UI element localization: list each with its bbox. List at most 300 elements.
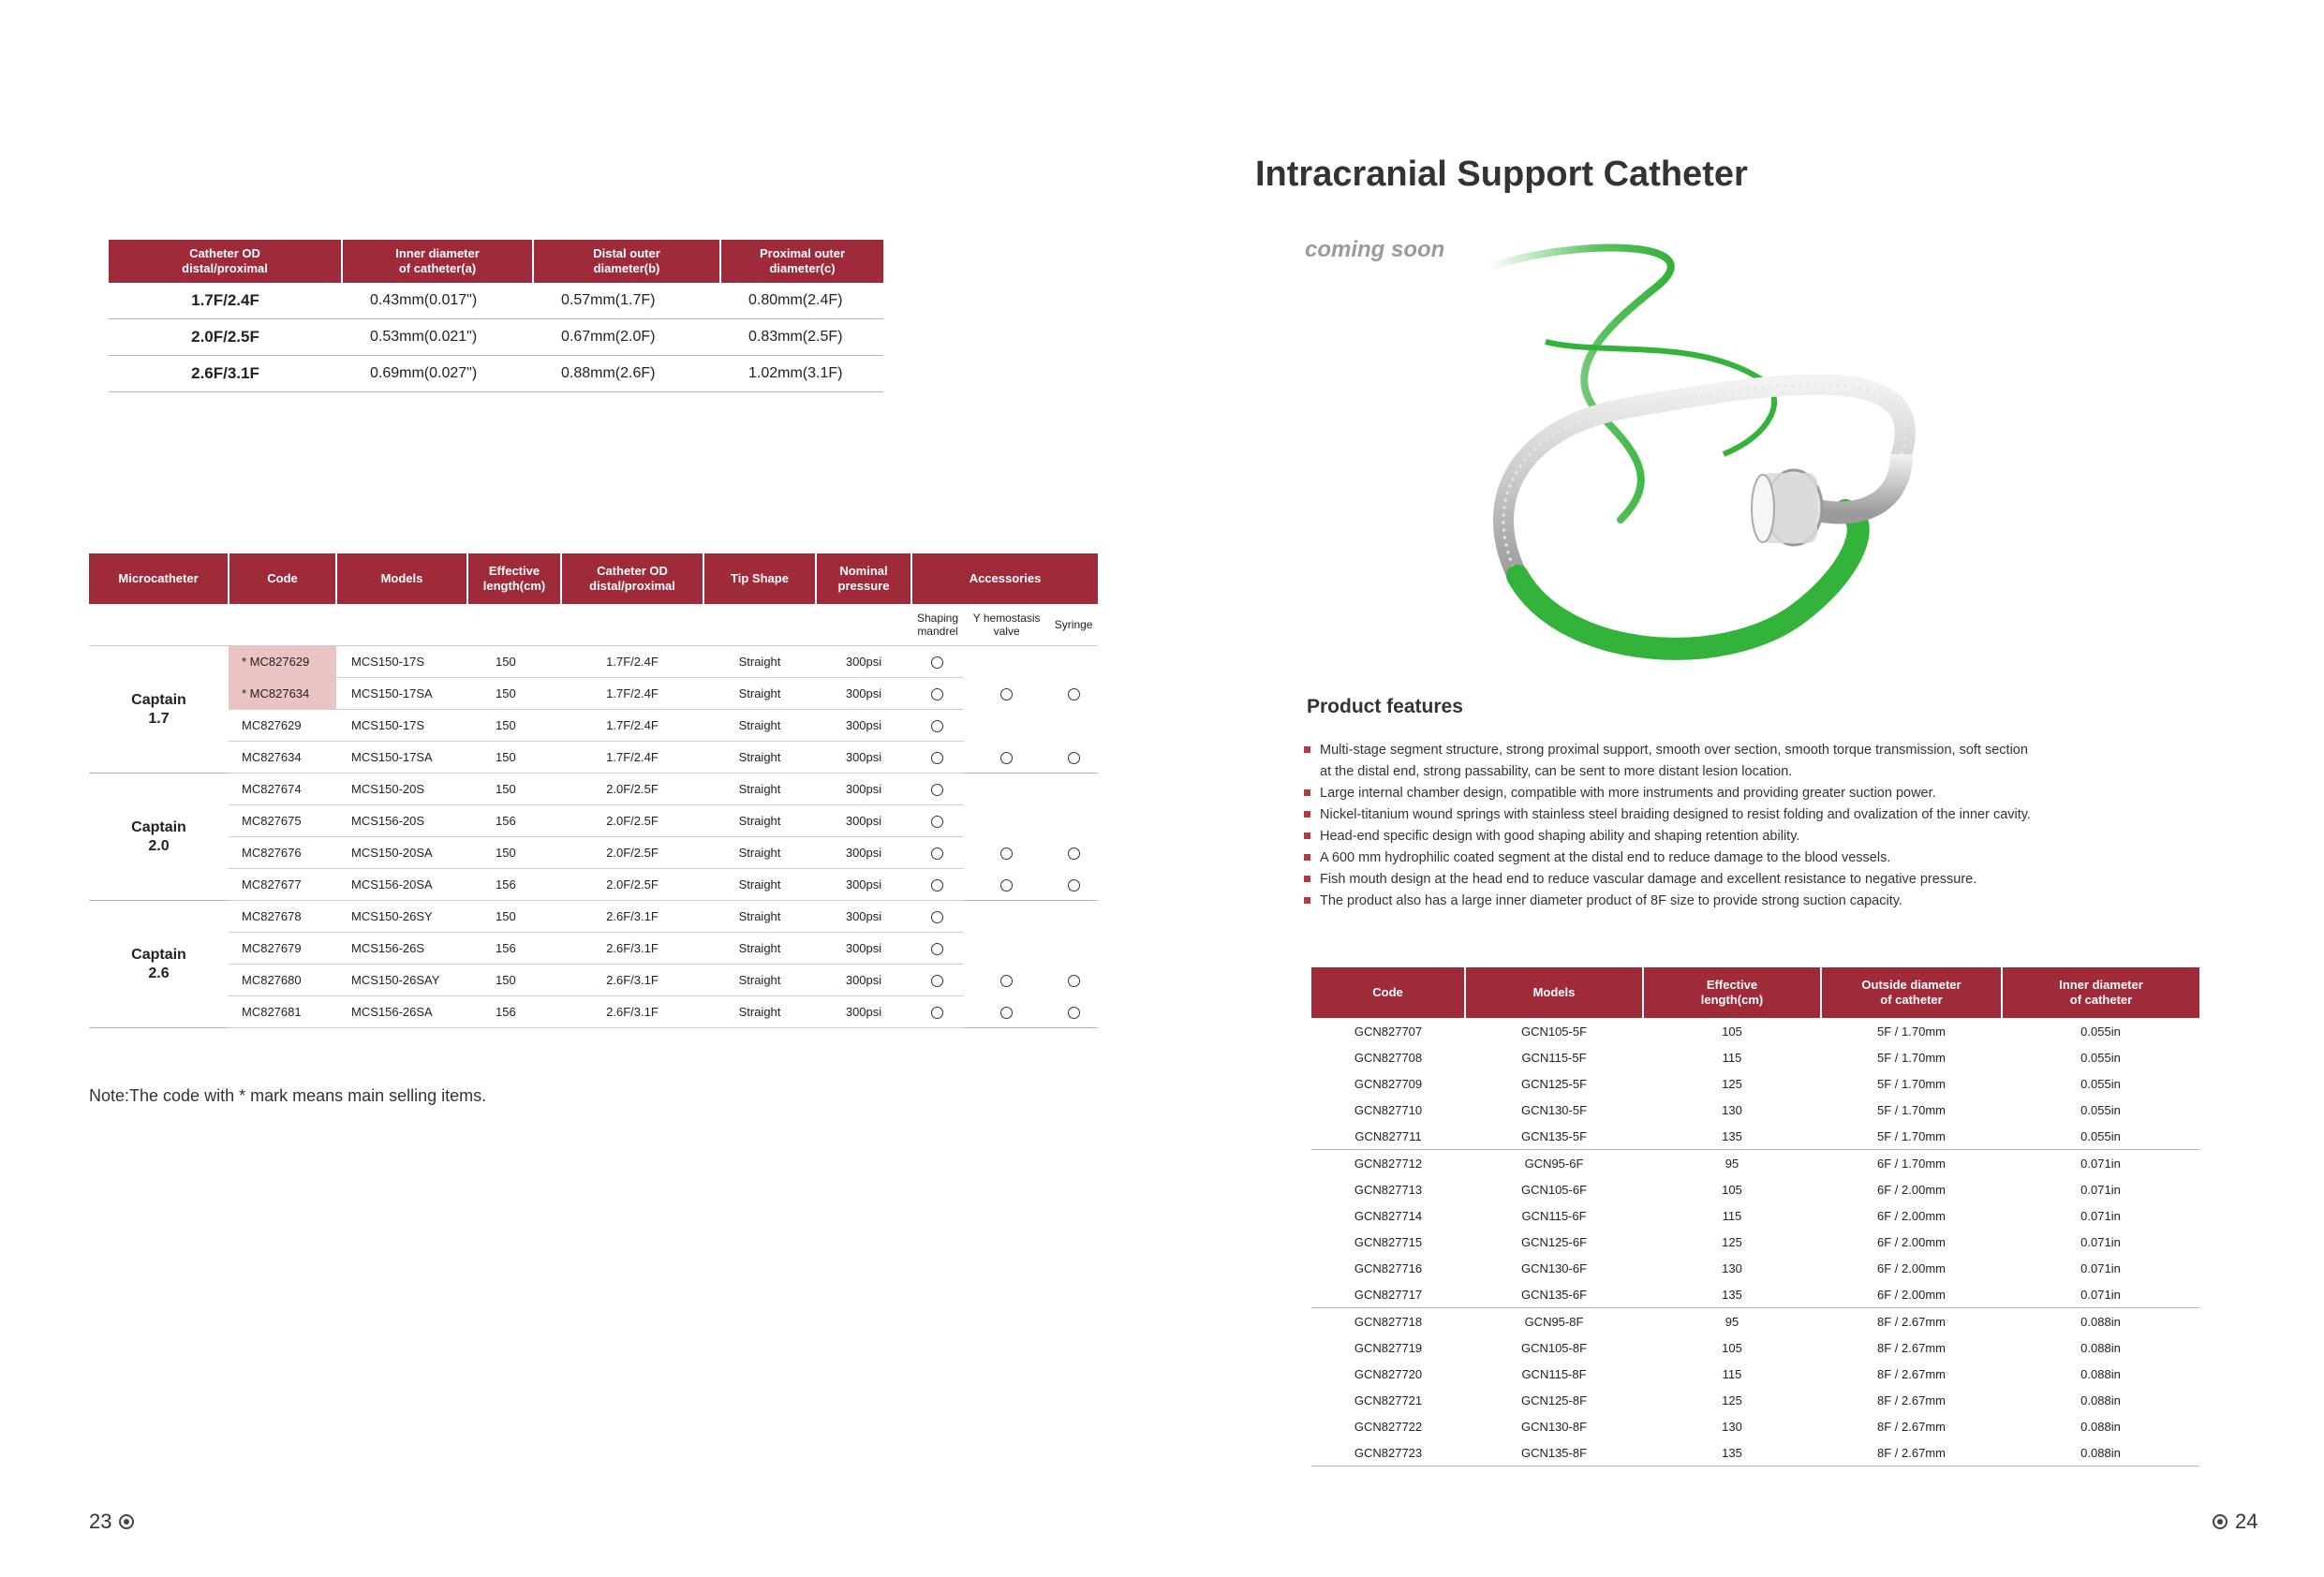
table-cell: 130 bbox=[1722, 1102, 1742, 1117]
pressure-cell: 300psi bbox=[816, 996, 911, 1028]
table-cell: GCN827715 bbox=[1354, 1234, 1423, 1249]
pressure-cell: 300psi bbox=[816, 646, 911, 678]
support-catheter-table bbox=[1311, 967, 2199, 1466]
table-cell: GCN827720 bbox=[1354, 1366, 1423, 1381]
table-header-row bbox=[109, 240, 883, 283]
table-cell: 105 bbox=[1722, 1024, 1742, 1039]
length-cell: 150 bbox=[467, 901, 561, 933]
model-cell: MCS156-20SA bbox=[336, 869, 467, 901]
table-row bbox=[1311, 1334, 2199, 1361]
table-cell: GCN115-5F bbox=[1521, 1050, 1587, 1065]
included-circle-icon bbox=[1000, 688, 1013, 700]
empty-cell bbox=[467, 604, 561, 646]
table-row bbox=[1311, 1097, 2199, 1123]
empty-cell bbox=[336, 604, 467, 646]
included-circle-icon bbox=[1068, 752, 1080, 764]
table-cell: GCN125-8F bbox=[1520, 1393, 1588, 1408]
table-cell: GCN827723 bbox=[1311, 1439, 1465, 1466]
column-header: Inner diameter of catheter bbox=[2059, 978, 2143, 1007]
included-circle-icon bbox=[1000, 752, 1013, 764]
length-cell: 150 bbox=[467, 837, 561, 869]
table-row bbox=[1311, 1176, 2199, 1202]
features-heading: Product features bbox=[1307, 696, 1463, 717]
table-cell: 2.6F/3.1F bbox=[109, 356, 342, 392]
table-cell: 95 bbox=[1724, 1156, 1739, 1171]
table-cell: GCN130-6F bbox=[1520, 1260, 1588, 1275]
target-icon bbox=[119, 1514, 134, 1529]
table-cell: GCN827709 bbox=[1354, 1076, 1423, 1091]
table-row bbox=[1311, 1413, 2199, 1439]
table-cell: 115 bbox=[1722, 1050, 1742, 1065]
table-cell: 8F / 2.67mm bbox=[1877, 1393, 1946, 1408]
code-cell: MC827678 bbox=[229, 901, 336, 933]
table-cell: GCN827719 bbox=[1354, 1340, 1423, 1355]
bullet-icon bbox=[1304, 789, 1310, 796]
table-cell: 8F / 2.67mm bbox=[1877, 1314, 1946, 1329]
pressure-cell: 300psi bbox=[816, 710, 911, 742]
column-header: Distal outer diameter(b) bbox=[533, 240, 720, 283]
pressure-cell: 300psi bbox=[816, 965, 911, 996]
length-cell: 150 bbox=[467, 646, 561, 678]
table-cell: GCN827710 bbox=[1354, 1102, 1423, 1117]
table-cell: GCN95-6F bbox=[1524, 1156, 1584, 1171]
accessory-cell bbox=[911, 805, 964, 837]
empty-cell bbox=[561, 604, 703, 646]
column-header: Code bbox=[1311, 967, 1465, 1018]
code-cell: MC827675 bbox=[229, 805, 336, 837]
feature-item bbox=[1304, 804, 2147, 826]
column-header: Catheter OD distal/proximal bbox=[109, 240, 342, 283]
accessory-cell bbox=[911, 901, 964, 933]
table-cell: 135 bbox=[1643, 1439, 1821, 1466]
od-cell: 2.0F/2.5F bbox=[561, 805, 703, 837]
accessory-cell bbox=[1049, 901, 1098, 933]
bullet-icon bbox=[1304, 833, 1310, 839]
column-header: Code bbox=[229, 553, 336, 604]
table-header-row bbox=[89, 553, 1098, 604]
table-cell: 1.7F/2.4F bbox=[109, 283, 342, 319]
accessory-cell bbox=[1049, 678, 1098, 710]
accessory-cell bbox=[911, 965, 964, 996]
pressure-cell: 300psi bbox=[816, 742, 911, 774]
table-cell: 0.055in bbox=[2002, 1123, 2199, 1150]
table-cell: 0.69mm(0.027") bbox=[342, 356, 533, 392]
accessory-cell bbox=[1049, 742, 1098, 774]
od-cell: 1.7F/2.4F bbox=[561, 678, 703, 710]
table-cell: GCN135-5F bbox=[1465, 1123, 1643, 1150]
table-cell: 6F / 2.00mm bbox=[1821, 1281, 2002, 1308]
table-cell: GCN827718 bbox=[1354, 1314, 1423, 1329]
included-circle-icon bbox=[1068, 975, 1080, 987]
model-cell: MCS150-20S bbox=[336, 774, 467, 805]
table-row bbox=[1311, 1281, 2199, 1308]
included-circle-icon bbox=[931, 816, 943, 828]
table-cell: 115 bbox=[1722, 1366, 1742, 1381]
table-cell: GCN827713 bbox=[1354, 1182, 1423, 1197]
included-circle-icon bbox=[931, 720, 943, 732]
table-cell: 8F / 2.67mm bbox=[1877, 1366, 1946, 1381]
table-cell: 0.071in bbox=[2002, 1281, 2199, 1308]
column-header: Accessories bbox=[969, 571, 1042, 585]
table-cell: 6F / 1.70mm bbox=[1877, 1156, 1946, 1171]
included-circle-icon bbox=[931, 911, 943, 923]
accessory-cell bbox=[964, 678, 1049, 710]
table-row bbox=[1311, 1387, 2199, 1413]
column-header: Tip Shape bbox=[703, 553, 816, 604]
column-header: Effective length(cm) bbox=[1643, 967, 1821, 1018]
empty-cell bbox=[89, 604, 229, 646]
accessory-cell bbox=[911, 996, 964, 1028]
table-cell: 1.02mm(3.1F) bbox=[720, 356, 883, 392]
od-cell: 2.6F/3.1F bbox=[561, 901, 703, 933]
coming-soon-label: coming soon bbox=[1305, 237, 1445, 262]
code-cell: MC827681 bbox=[229, 996, 336, 1028]
table-cell: GCN827711 bbox=[1311, 1123, 1465, 1150]
accessory-subheader-row bbox=[89, 604, 1098, 646]
table-row bbox=[1311, 1018, 2199, 1044]
included-circle-icon bbox=[931, 879, 943, 892]
tip-cell: Straight bbox=[703, 646, 816, 678]
tip-cell: Straight bbox=[703, 774, 816, 805]
bullet-icon bbox=[1304, 897, 1310, 904]
table-row bbox=[89, 742, 1098, 774]
accessory-cell bbox=[911, 742, 964, 774]
model-cell: MCS150-17SA bbox=[336, 742, 467, 774]
table-cell: 0.83mm(2.5F) bbox=[720, 319, 883, 356]
included-circle-icon bbox=[931, 784, 943, 796]
tip-cell: Straight bbox=[703, 742, 816, 774]
code-cell: * MC827634 bbox=[229, 678, 336, 710]
table-row bbox=[1311, 1308, 2199, 1335]
accessory-cell bbox=[964, 965, 1049, 996]
tip-cell: Straight bbox=[703, 901, 816, 933]
table-cell: 0.071in bbox=[2080, 1156, 2121, 1171]
table-cell: 125 bbox=[1722, 1076, 1742, 1091]
model-cell: MCS150-17S bbox=[336, 646, 467, 678]
pressure-cell: 300psi bbox=[816, 869, 911, 901]
bullet-icon bbox=[1304, 811, 1310, 818]
features-list bbox=[1304, 740, 2147, 912]
table-cell: GCN827712 bbox=[1354, 1156, 1423, 1171]
tip-cell: Straight bbox=[703, 837, 816, 869]
feature-text: Multi-stage segment structure, strong proximal support, smooth over section, smooth torque transmission, soft section at the distal end, strong passability, can be sent to more distant lesion location. bbox=[1320, 743, 2028, 779]
accessory-cell bbox=[1049, 805, 1098, 837]
included-circle-icon bbox=[931, 656, 943, 669]
feature-item bbox=[1304, 826, 2147, 847]
column-header: Microcatheter bbox=[89, 553, 229, 604]
accessory-subheader: Shaping mandrel bbox=[911, 604, 964, 646]
model-cell: MCS150-17SA bbox=[336, 678, 467, 710]
table-cell: 6F / 2.00mm bbox=[1877, 1208, 1946, 1223]
model-cell: MCS156-26SA bbox=[336, 996, 467, 1028]
table-row bbox=[1311, 1361, 2199, 1387]
table-cell: 2.0F/2.5F bbox=[109, 319, 342, 356]
table-row bbox=[89, 965, 1098, 996]
table-row bbox=[89, 996, 1098, 1028]
table-cell: GCN135-6F bbox=[1465, 1281, 1643, 1308]
page-title: Intracranial Support Catheter bbox=[1255, 155, 1748, 194]
included-circle-icon bbox=[1068, 847, 1080, 860]
table-row bbox=[109, 319, 883, 356]
table-cell: 0.071in bbox=[2080, 1260, 2121, 1275]
accessory-cell bbox=[911, 710, 964, 742]
accessory-cell bbox=[911, 837, 964, 869]
accessory-cell bbox=[964, 933, 1049, 965]
table-row bbox=[89, 774, 1098, 805]
model-cell: MCS150-26SY bbox=[336, 901, 467, 933]
code-cell: * MC827629 bbox=[229, 646, 336, 678]
accessory-cell bbox=[1049, 710, 1098, 742]
table-row bbox=[89, 837, 1098, 869]
table-cell: 0.088in bbox=[2080, 1314, 2121, 1329]
length-cell: 150 bbox=[467, 678, 561, 710]
table-cell: GCN105-8F bbox=[1520, 1340, 1588, 1355]
table-cell: 0.055in bbox=[2080, 1050, 2121, 1065]
table-cell: 125 bbox=[1722, 1393, 1742, 1408]
product-group-label: Captain 2.6 bbox=[89, 901, 229, 1028]
page-number-left bbox=[89, 1510, 134, 1534]
table-cell: GCN827714 bbox=[1354, 1208, 1423, 1223]
table-row bbox=[89, 805, 1098, 837]
table-cell: 105 bbox=[1722, 1182, 1742, 1197]
accessory-cell bbox=[1049, 837, 1098, 869]
microcatheter-table bbox=[89, 553, 1098, 1028]
accessory-cell bbox=[1049, 996, 1098, 1028]
accessory-cell bbox=[911, 869, 964, 901]
table-cell: 95 bbox=[1724, 1314, 1739, 1329]
length-cell: 150 bbox=[467, 710, 561, 742]
table-row bbox=[89, 710, 1098, 742]
column-header: Proximal outer diameter(c) bbox=[759, 246, 846, 275]
table-cell: GCN130-5F bbox=[1520, 1102, 1588, 1117]
table-cell: GCN95-8F bbox=[1524, 1314, 1584, 1329]
target-icon bbox=[2213, 1514, 2228, 1529]
table-cell: 0.53mm(0.021") bbox=[342, 319, 533, 356]
od-cell: 2.0F/2.5F bbox=[561, 837, 703, 869]
od-cell: 1.7F/2.4F bbox=[561, 710, 703, 742]
table-row bbox=[1311, 1123, 2199, 1150]
included-circle-icon bbox=[1068, 879, 1080, 892]
feature-text: Fish mouth design at the head end to reduce vascular damage and excellent resistance to negative pressure. bbox=[1320, 872, 1977, 887]
included-circle-icon bbox=[931, 688, 943, 700]
length-cell: 156 bbox=[467, 869, 561, 901]
accessory-cell bbox=[911, 933, 964, 965]
table-cell: 6F / 2.00mm bbox=[1877, 1182, 1946, 1197]
pressure-cell: 300psi bbox=[816, 933, 911, 965]
table-row bbox=[1311, 1070, 2199, 1097]
table-row bbox=[1311, 1439, 2199, 1466]
table-cell: 0.88mm(2.6F) bbox=[533, 356, 720, 392]
accessory-cell bbox=[964, 646, 1049, 678]
table-cell: GCN827707 bbox=[1354, 1024, 1423, 1039]
length-cell: 150 bbox=[467, 742, 561, 774]
bullet-icon bbox=[1304, 746, 1310, 753]
accessory-cell bbox=[964, 805, 1049, 837]
accessory-cell bbox=[964, 996, 1049, 1028]
table-cell: 135 bbox=[1643, 1281, 1821, 1308]
table-row bbox=[1311, 1150, 2199, 1177]
included-circle-icon bbox=[1000, 975, 1013, 987]
product-group-label: Captain 1.7 bbox=[89, 646, 229, 774]
od-cell: 2.6F/3.1F bbox=[561, 933, 703, 965]
table-cell: 130 bbox=[1722, 1260, 1742, 1275]
tip-cell: Straight bbox=[703, 805, 816, 837]
column-header: Catheter OD distal/proximal bbox=[561, 553, 703, 604]
table-cell: 0.055in bbox=[2080, 1024, 2121, 1039]
table-cell: 0.071in bbox=[2080, 1234, 2121, 1249]
table-cell: 130 bbox=[1722, 1419, 1742, 1434]
od-cell: 1.7F/2.4F bbox=[561, 646, 703, 678]
feature-item bbox=[1304, 740, 2147, 783]
feature-text: A 600 mm hydrophilic coated segment at the distal end to reduce damage to the blood vessels. bbox=[1320, 850, 1891, 865]
model-cell: MCS150-26SAY bbox=[336, 965, 467, 996]
accessory-subheader: Y hemostasis valve bbox=[964, 604, 1049, 646]
accessory-cell bbox=[1049, 965, 1098, 996]
table-cell: 0.67mm(2.0F) bbox=[533, 319, 720, 356]
table-cell: 0.088in bbox=[2080, 1366, 2121, 1381]
table-row bbox=[89, 869, 1098, 901]
table-cell: 125 bbox=[1722, 1234, 1742, 1249]
table-cell: 5F / 1.70mm bbox=[1877, 1102, 1946, 1117]
od-cell: 2.0F/2.5F bbox=[561, 869, 703, 901]
empty-cell bbox=[816, 604, 911, 646]
included-circle-icon bbox=[931, 752, 943, 764]
model-cell: MCS156-26S bbox=[336, 933, 467, 965]
included-circle-icon bbox=[1000, 847, 1013, 860]
table-cell: 8F / 2.67mm bbox=[1877, 1340, 1946, 1355]
table-cell: GCN827717 bbox=[1311, 1281, 1465, 1308]
table-cell: GCN115-8F bbox=[1521, 1366, 1587, 1381]
pressure-cell: 300psi bbox=[816, 837, 911, 869]
bullet-icon bbox=[1304, 854, 1310, 861]
code-cell: MC827629 bbox=[229, 710, 336, 742]
table-cell: 0.088in bbox=[2002, 1439, 2199, 1466]
od-cell: 2.0F/2.5F bbox=[561, 774, 703, 805]
table-cell: 0.088in bbox=[2080, 1340, 2121, 1355]
length-cell: 156 bbox=[467, 996, 561, 1028]
table-cell: 0.071in bbox=[2080, 1208, 2121, 1223]
table-cell: 6F / 2.00mm bbox=[1877, 1234, 1946, 1249]
accessory-cell bbox=[1049, 933, 1098, 965]
column-header: Models bbox=[336, 553, 467, 604]
table-cell: 5F / 1.70mm bbox=[1877, 1076, 1946, 1091]
table-cell: 6F / 2.00mm bbox=[1877, 1260, 1946, 1275]
length-cell: 150 bbox=[467, 774, 561, 805]
table-cell: GCN130-8F bbox=[1520, 1419, 1588, 1434]
table-row bbox=[1311, 1229, 2199, 1255]
included-circle-icon bbox=[931, 943, 943, 955]
tip-cell: Straight bbox=[703, 933, 816, 965]
od-cell: 1.7F/2.4F bbox=[561, 742, 703, 774]
bullet-icon bbox=[1304, 876, 1310, 882]
table-row bbox=[89, 901, 1098, 933]
included-circle-icon bbox=[1000, 879, 1013, 892]
table-cell: GCN827721 bbox=[1354, 1393, 1423, 1408]
accessory-cell bbox=[964, 869, 1049, 901]
footnote: Note:The code with * mark means main selling items. bbox=[89, 1086, 487, 1105]
pressure-cell: 300psi bbox=[816, 901, 911, 933]
table-cell: GCN115-6F bbox=[1521, 1208, 1587, 1223]
table-cell: GCN125-5F bbox=[1520, 1076, 1588, 1091]
table-header-row bbox=[1311, 967, 2199, 1018]
included-circle-icon bbox=[1068, 688, 1080, 700]
table-cell: GCN105-5F bbox=[1520, 1024, 1588, 1039]
table-row bbox=[1311, 1202, 2199, 1229]
accessory-cell bbox=[1049, 774, 1098, 805]
table-cell: 115 bbox=[1722, 1208, 1742, 1223]
page-number: 23 bbox=[89, 1510, 112, 1533]
table-cell: 5F / 1.70mm bbox=[1821, 1123, 2002, 1150]
length-cell: 156 bbox=[467, 805, 561, 837]
table-cell: GCN827708 bbox=[1354, 1050, 1423, 1065]
table-row bbox=[89, 646, 1098, 678]
empty-cell bbox=[229, 604, 336, 646]
accessory-subheader: Syringe bbox=[1049, 604, 1098, 646]
code-cell: MC827674 bbox=[229, 774, 336, 805]
model-cell: MCS150-20SA bbox=[336, 837, 467, 869]
tip-cell: Straight bbox=[703, 710, 816, 742]
feature-item bbox=[1304, 783, 2147, 804]
table-row bbox=[89, 678, 1098, 710]
table-cell: 8F / 2.67mm bbox=[1877, 1419, 1946, 1434]
column-header: Effective length(cm) bbox=[467, 553, 561, 604]
accessory-cell bbox=[911, 774, 964, 805]
accessory-cell bbox=[911, 646, 964, 678]
table-cell: GCN105-6F bbox=[1520, 1182, 1588, 1197]
column-header: Models bbox=[1465, 967, 1643, 1018]
table-row bbox=[109, 356, 883, 392]
code-cell: MC827676 bbox=[229, 837, 336, 869]
feature-text: The product also has a large inner diameter product of 8F size to provide strong suction capacity. bbox=[1320, 893, 1902, 908]
code-cell: MC827634 bbox=[229, 742, 336, 774]
table-cell: 0.055in bbox=[2080, 1076, 2121, 1091]
table-cell: GCN827716 bbox=[1354, 1260, 1423, 1275]
product-group-label: Captain 2.0 bbox=[89, 774, 229, 901]
table-row bbox=[109, 283, 883, 319]
pressure-cell: 300psi bbox=[816, 678, 911, 710]
feature-item bbox=[1304, 847, 2147, 869]
column-header: Inner diameter of catheter(a) bbox=[342, 240, 533, 283]
table-cell: 0.57mm(1.7F) bbox=[533, 283, 720, 319]
catheter-dimensions-table bbox=[109, 240, 883, 392]
pressure-cell: 300psi bbox=[816, 774, 911, 805]
table-cell: 5F / 1.70mm bbox=[1877, 1050, 1946, 1065]
accessory-cell bbox=[1049, 869, 1098, 901]
table-cell: 5F / 1.70mm bbox=[1877, 1024, 1946, 1039]
table-cell: GCN125-6F bbox=[1520, 1234, 1588, 1249]
feature-text: Head-end specific design with good shaping ability and shaping retention ability. bbox=[1320, 829, 1800, 844]
tip-cell: Straight bbox=[703, 996, 816, 1028]
model-cell: MCS156-20S bbox=[336, 805, 467, 837]
feature-item bbox=[1304, 869, 2147, 891]
table-cell: 135 bbox=[1643, 1123, 1821, 1150]
column-header: Nominal pressure bbox=[816, 553, 911, 604]
feature-item bbox=[1304, 891, 2147, 912]
od-cell: 2.6F/3.1F bbox=[561, 965, 703, 996]
table-cell: 0.088in bbox=[2080, 1419, 2121, 1434]
feature-text: Large internal chamber design, compatible with more instruments and providing greater suction power. bbox=[1320, 786, 1936, 801]
code-cell: MC827680 bbox=[229, 965, 336, 996]
empty-cell bbox=[703, 604, 816, 646]
catheter-illustration bbox=[1461, 239, 1986, 679]
length-cell: 150 bbox=[467, 965, 561, 996]
accessory-cell bbox=[964, 774, 1049, 805]
page-number-right bbox=[2213, 1510, 2257, 1534]
model-cell: MCS150-17S bbox=[336, 710, 467, 742]
table-cell: GCN135-8F bbox=[1465, 1439, 1643, 1466]
accessory-cell bbox=[1049, 646, 1098, 678]
table-cell: 0.055in bbox=[2080, 1102, 2121, 1117]
